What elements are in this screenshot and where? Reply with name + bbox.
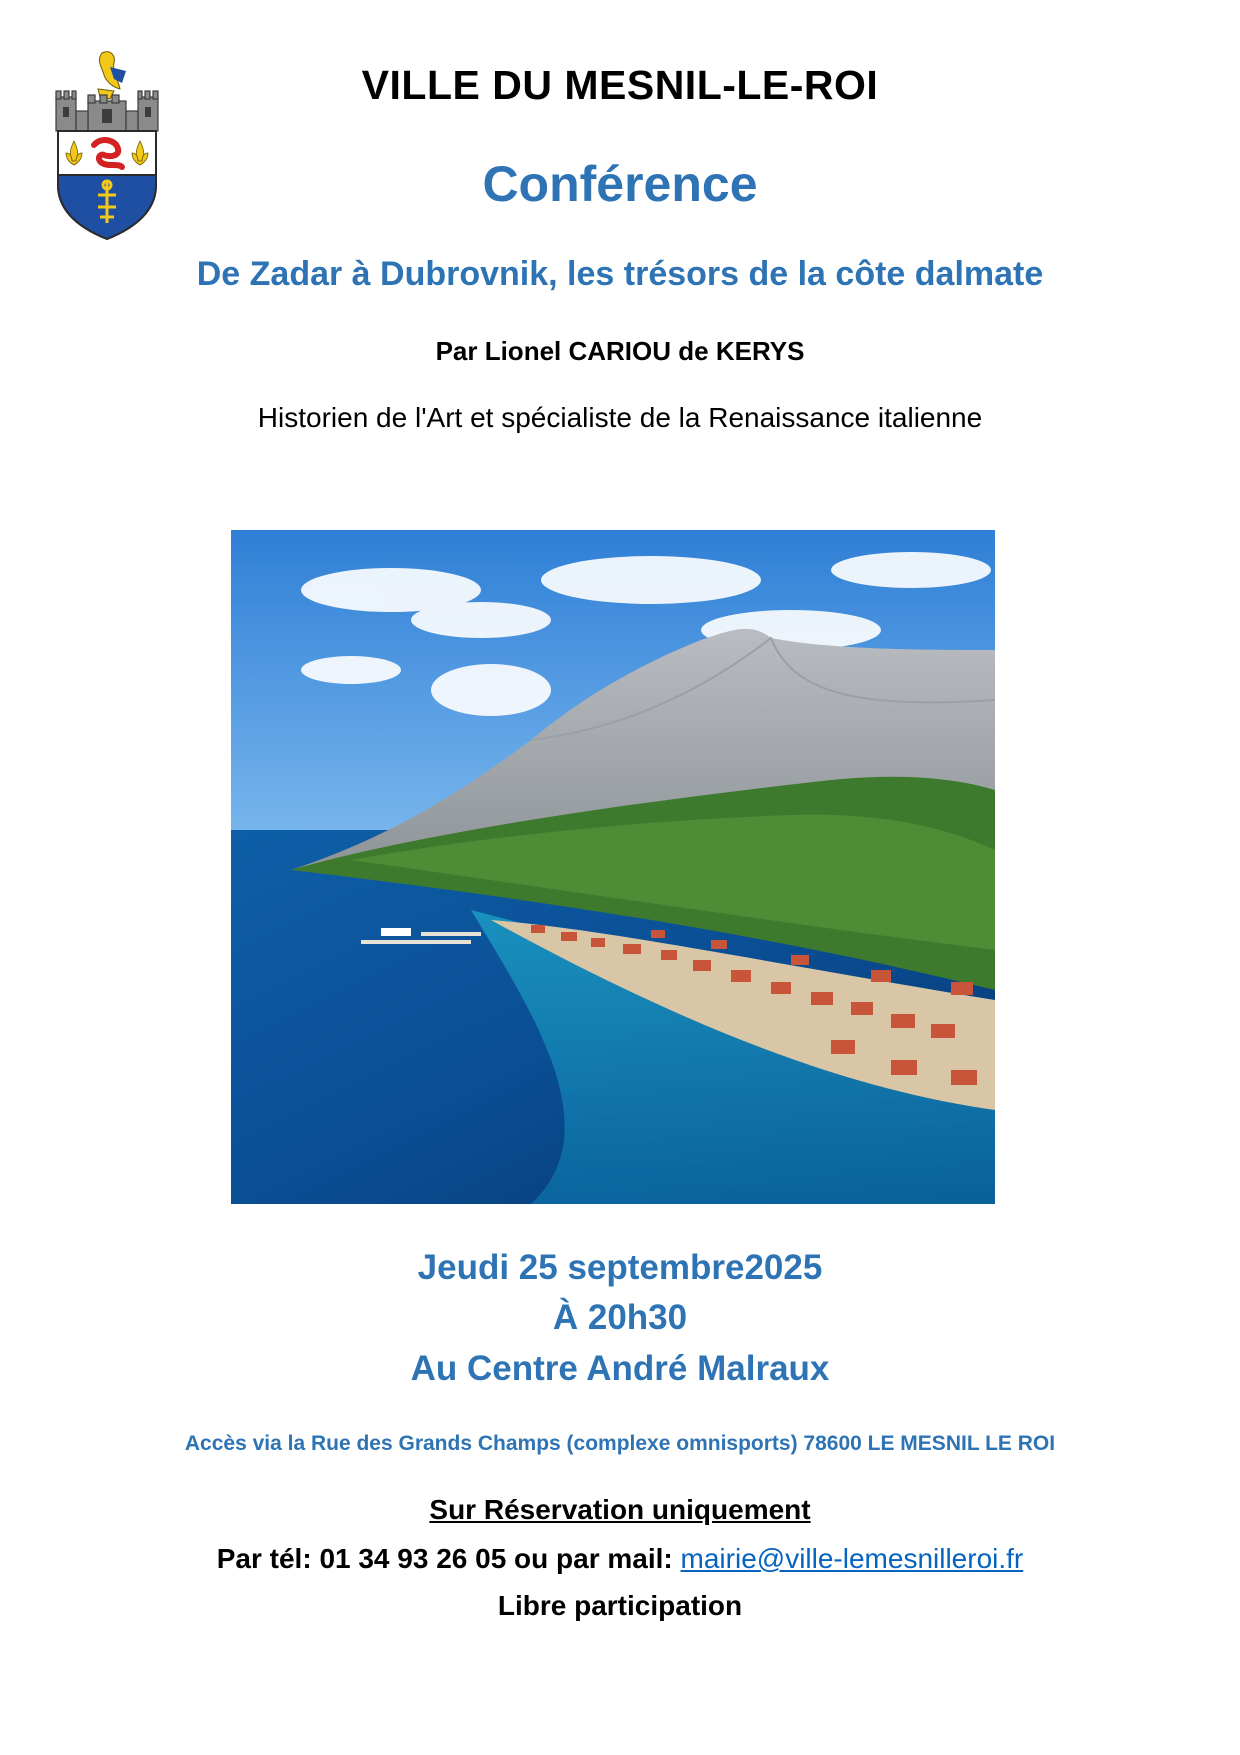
conference-title: De Zadar à Dubrovnik, les trésors de la côte dalmate — [196, 255, 1044, 293]
event-time: À 20h30 — [552, 1298, 688, 1337]
event-place: Au Centre André Malraux — [410, 1349, 830, 1388]
event-date: Jeudi 25 septembre2025 — [417, 1248, 823, 1287]
speaker-role: Historien de l'Art et spécialiste de la Renaissance italienne — [257, 402, 983, 433]
participation-notice: Libre participation — [497, 1590, 743, 1621]
city-name-heading: VILLE DU MESNIL-LE-ROI — [361, 62, 879, 108]
reservation-notice: Sur Réservation uniquement — [429, 1494, 811, 1525]
aerial-coastal-town-photo — [231, 530, 995, 1204]
email-link[interactable]: mairie@ville-lemesnilleroi.fr — [680, 1543, 1024, 1574]
contact-phone-text: Par tél: 01 34 93 26 05 ou par mail: — [216, 1543, 681, 1574]
speaker-name: Par Lionel CARIOU de KERYS — [435, 336, 805, 366]
event-type-heading: Conférence — [482, 156, 758, 212]
contact-line — [0, 1543, 1240, 1575]
access-directions: Accès via la Rue des Grands Champs (complexe omnisports) 78600 LE MESNIL LE ROI — [184, 1432, 1056, 1455]
